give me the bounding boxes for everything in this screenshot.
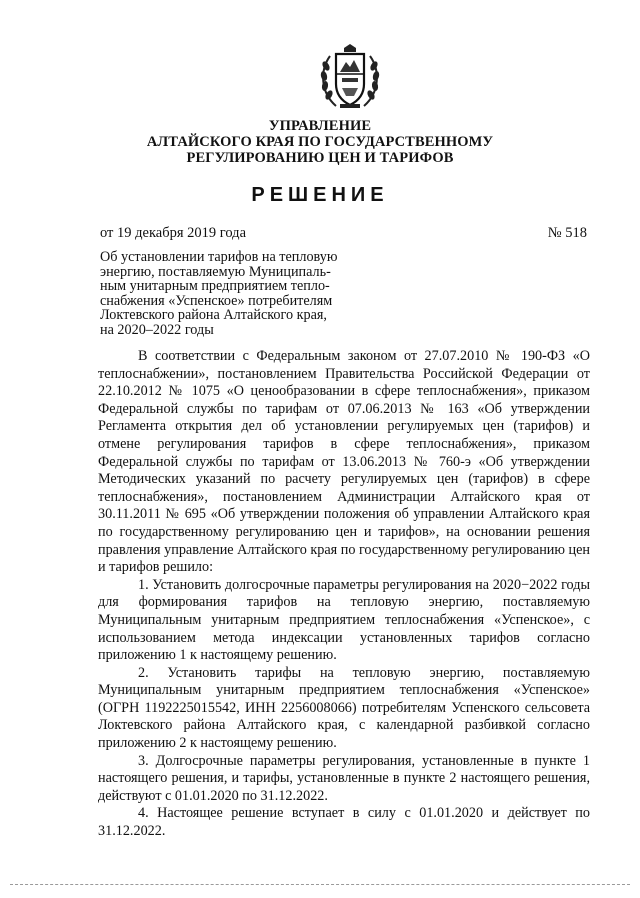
- decision-item: 3. Долгосрочные параметры регулирования, установленные в пункте 1 настоящего решения, и тарифы, установленные в пункте 2 настоящего решения, действуют с 01.01.2020 по 31.12.2022.: [98, 752, 590, 804]
- altai-krai-coat-of-arms-icon: [316, 44, 384, 116]
- organization-name: [60, 118, 580, 166]
- preamble-paragraph: В соответствии с Федеральным законом от 27.07.2010 № 190-ФЗ «О теплоснабжении», постановлением Правительства Российской Федерации от 22.10.2012 № 1075 «О ценообразовании в сфере теплоснабжения», приказом Федеральной службы по тарифам от 07.06.2013 № 163 «Об утверждении Регламента открытия дел об установлении регулируемых цен (тарифов) и отмене регулирования тарифов в сфере теплоснабжения», приказом Федеральной службы по тарифам от 13.06.2013 № 760-э «Об утверждении Методических указаний по расчету регулируемых цен (тарифов) в сфере теплоснабжения», постановлением Администрации Алтайского края от 30.11.2011 № 695 «Об утверждении положения об управлении Алтайского края по государственному регулированию цен и тарифов», на основании решения правления управление Алтайского края по государственному регулированию цен и тарифов решило:: [98, 348, 591, 576]
- subject-line: снабжения «Успенское» потребителям: [100, 292, 333, 309]
- page-bottom-divider: [10, 884, 630, 885]
- document-subject: [100, 250, 380, 338]
- document-title: РЕШЕНИЕ: [251, 184, 389, 206]
- org-line: УПРАВЛЕНИЕ: [268, 118, 372, 134]
- document-body: [98, 348, 590, 841]
- decision-item: 1. Установить долгосрочные параметры регулирования на 2020−2022 годы для формирования тарифов на тепловую энергию, поставляемую Муниципальным унитарным предприятием теплоснабжения «Успенское», с использованием метода индексации установленных тарифов согласно приложению 1 к настоящему решению.: [98, 576, 590, 664]
- document-number: № 518: [547, 225, 587, 241]
- subject-line: Локтевского района Алтайского края,: [100, 307, 327, 324]
- decision-item: 2. Установить тарифы на тепловую энергию, поставляемую Муниципальным унитарным предприятием теплоснабжения «Успенское» (ОГРН 1192225015542, ИНН 2256008066) потребителям Успенского сельсовета Локтевского района Алтайского края, с календарной разбивкой согласно приложению 2 к настоящему решению.: [98, 664, 590, 752]
- org-line: АЛТАЙСКОГО КРАЯ ПО ГОСУДАРСТВЕННОМУ: [146, 134, 494, 150]
- subject-line: ным унитарным предприятием тепло-: [100, 278, 330, 295]
- decision-item: 4. Настоящее решение вступает в силу с 01.01.2020 и действует по 31.12.2022.: [98, 805, 590, 840]
- subject-line: Об установлении тарифов на тепловую: [100, 249, 338, 265]
- subject-line: энергию, поставляемую Муниципаль-: [100, 263, 331, 280]
- document-date: от 19 декабря 2019 года: [100, 225, 246, 241]
- subject-line: на 2020–2022 годы: [100, 321, 214, 338]
- org-line: РЕГУЛИРОВАНИЮ ЦЕН И ТАРИФОВ: [186, 150, 454, 166]
